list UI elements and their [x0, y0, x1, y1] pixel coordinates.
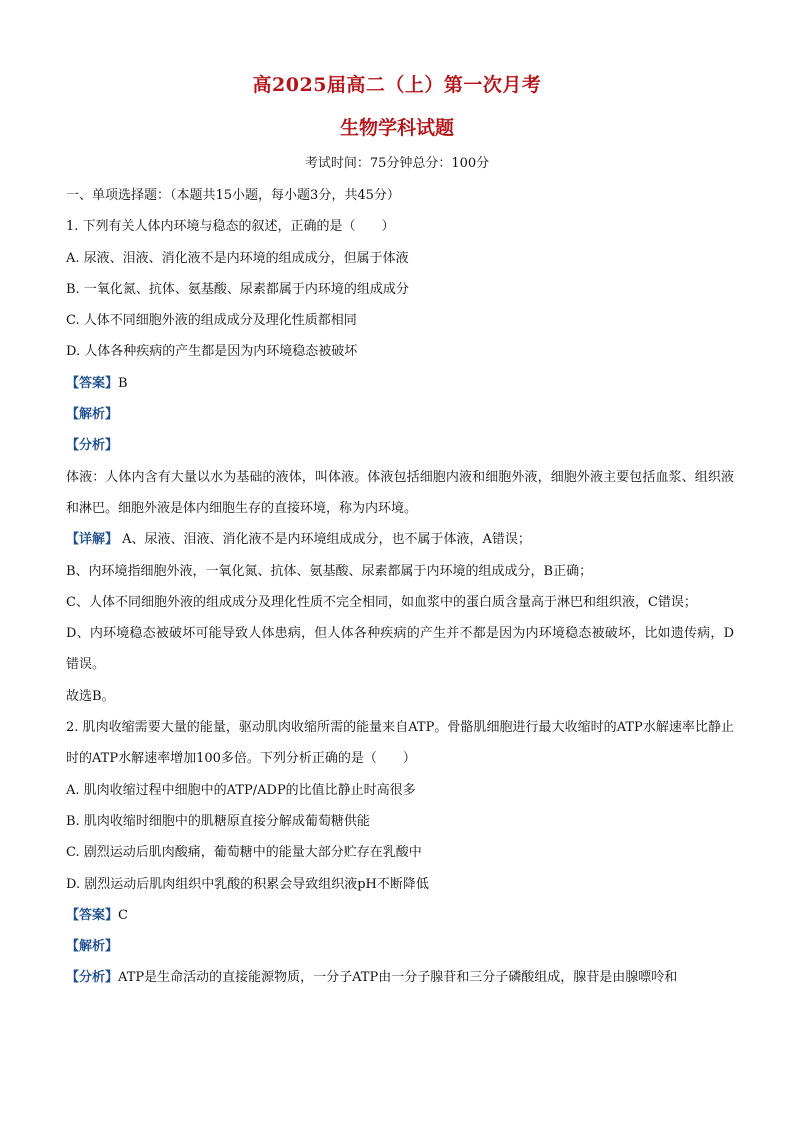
q1-fenxi-tag: 【分析】	[66, 438, 119, 454]
q1-answer	[66, 368, 734, 399]
q2-analysis	[66, 931, 734, 962]
q2-answer-tag: 【答案】	[66, 907, 119, 923]
q2-option-b: B. 肌肉收缩时细胞中的肌糖原直接分解成葡萄糖供能	[66, 813, 370, 829]
q1-answer-tag: 【答案】	[66, 375, 119, 391]
q2-option-c: C. 剧烈运动后肌肉酸痛，葡萄糖中的能量大部分贮存在乳酸中	[66, 845, 422, 861]
q2-fenxi-tag: 【分析】	[66, 970, 119, 986]
q1-option-c: C. 人体不同细胞外液的组成成分及理化性质都相同	[66, 313, 357, 329]
q2-analysis-tag: 【解析】	[66, 939, 119, 955]
exam-body	[66, 180, 734, 994]
q2-option-a: A. 肌肉收缩过程中细胞中的ATP/ADP的比值比静止时高很多	[66, 782, 416, 798]
q1-detail-a-text: A、尿液、泪液、消化液不是内环境组成成分，也不属于体液，A错误；	[118, 532, 531, 548]
q1-detail-b: B、内环境指细胞外液，一氧化氮、抗体、氨基酸、尿素都属于内环境的组成成分，B正确；	[66, 563, 593, 579]
q1-analysis-tag: 【解析】	[66, 407, 119, 423]
exam-meta: 考试时间：75分钟总分：100分	[304, 156, 490, 171]
q1-option-b: B. 一氧化氮、抗体、氨基酸、尿素都属于内环境的组成成分	[66, 281, 409, 297]
q1-answer-value: B	[118, 375, 128, 391]
q1-fenxi-heading	[66, 430, 734, 461]
q1-fenxi-text: 体液：人体内含有大量以水为基础的液体，叫体液。体液包括细胞内液和细胞外液，细胞外液主要包括血浆、组织液和淋巴。细胞外液是体内细胞生存的直接环境，称为内环境。	[66, 469, 734, 516]
q2-answer-value: C	[118, 907, 128, 923]
q1-option-d: D. 人体各种疾病的产生都是因为内环境稳态被破坏	[66, 344, 358, 360]
q1-analysis	[66, 399, 734, 430]
q1-detail-c: C、人体不同细胞外液的组成成分及理化性质不完全相同，如血浆中的蛋白质含量高于淋巴和组织液，C错误；	[66, 594, 697, 610]
q2-stem: 2. 肌肉收缩需要大量的能量，驱动肌肉收缩所需的能量来自ATP。骨骼肌细胞进行最大收缩时的ATP水解速率比静止时的ATP水解速率增加100多倍。下列分析正确的是（ ）	[66, 720, 734, 767]
q1-detail-tag: 【详解】	[66, 532, 119, 548]
q2-fenxi	[66, 962, 734, 993]
q1-stem: 1. 下列有关人体内环境与稳态的叙述，正确的是（ ）	[66, 219, 395, 235]
q2-option-d: D. 剧烈运动后肌肉组织中乳酸的积累会导致组织液pH不断降低	[66, 876, 429, 892]
q1-detail-d: D、内环境稳态被破坏可能导致人体患病，但人体各种疾病的产生并不都是因为内环境稳态被破坏，比如遗传病，D错误。	[66, 626, 734, 673]
section-heading: 一、单项选择题：（本题共15小题，每小题3分，共45分）	[66, 188, 400, 203]
q2-fenxi-text: ATP是生命活动的直接能源物质，一分子ATP由一分子腺苷和三分子磷酸组成，腺苷是由腺嘌呤和	[118, 970, 678, 986]
q1-conclusion: 故选B。	[66, 688, 115, 704]
q1-option-a: A. 尿液、泪液、消化液不是内环境的组成成分，但属于体液	[66, 250, 409, 266]
q2-answer	[66, 900, 734, 931]
exam-subtitle: 生物学科试题	[339, 117, 454, 139]
exam-title: 高2025届高二（上）第一次月考	[252, 74, 542, 96]
q1-detail-a	[66, 524, 734, 555]
